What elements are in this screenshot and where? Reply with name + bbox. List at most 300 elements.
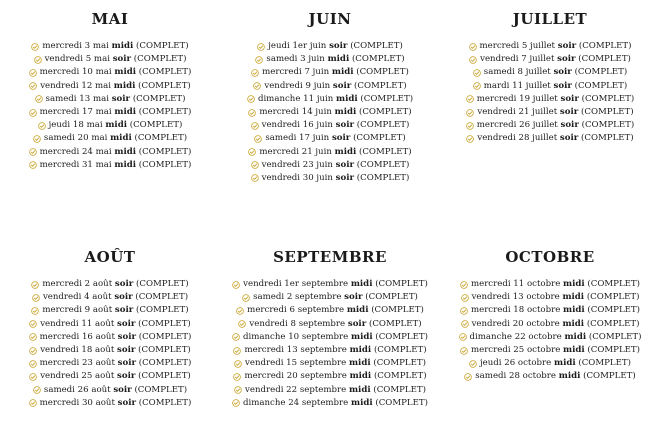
check-circle-icon — [34, 56, 42, 64]
date-item — [440, 132, 660, 145]
date-label: mardi 11 juillet — [483, 80, 551, 91]
date-item — [220, 119, 440, 132]
meal-label: soir — [335, 172, 355, 183]
status-label: (COMPLET) — [581, 120, 635, 131]
meal-label: soir — [560, 120, 579, 131]
date-label: mercredi 13 septembre — [244, 344, 347, 355]
date-label: vendredi 9 juin — [264, 80, 331, 91]
meal-label: midi — [351, 331, 373, 342]
date-list — [220, 278, 440, 410]
status-label: (COMPLET) — [371, 305, 424, 316]
date-item — [440, 291, 660, 304]
date-label: samedi 3 juin — [266, 54, 325, 65]
check-circle-icon — [29, 69, 37, 77]
meal-label: soir — [117, 331, 137, 342]
check-circle-icon — [460, 307, 468, 315]
check-circle-icon — [31, 307, 39, 315]
check-circle-icon — [238, 320, 246, 328]
meal-label: midi — [110, 133, 132, 144]
check-circle-icon — [29, 109, 37, 117]
meal-label: soir — [331, 133, 351, 144]
check-circle-icon — [469, 56, 477, 64]
date-label: samedi 13 mai — [45, 93, 109, 104]
meal-label: soir — [557, 41, 577, 51]
date-item — [440, 331, 660, 344]
meal-label: soir — [114, 279, 134, 289]
check-circle-icon — [29, 148, 37, 156]
date-item — [440, 370, 660, 383]
date-item — [220, 370, 440, 383]
date-label: vendredi 20 octobre — [471, 318, 560, 329]
date-list — [220, 40, 440, 185]
date-label: vendredi 13 octobre — [471, 292, 560, 303]
check-circle-icon — [460, 347, 468, 355]
date-label: vendredi 23 juin — [261, 159, 333, 170]
meal-label: soir — [557, 54, 576, 65]
date-item — [440, 80, 660, 93]
date-label: samedi 26 août — [43, 384, 111, 395]
check-circle-icon — [469, 360, 477, 368]
date-item — [440, 278, 660, 291]
meal-label: soir — [553, 67, 572, 78]
status-label: (COMPLET) — [375, 331, 428, 342]
meal-label: soir — [114, 305, 134, 316]
meal-label: soir — [347, 318, 367, 329]
date-label: mercredi 31 mai — [39, 159, 112, 170]
check-circle-icon — [29, 360, 37, 368]
status-label: (COMPLET) — [138, 146, 192, 157]
meal-label: midi — [562, 318, 585, 329]
month-title: SEPTEMBRE — [273, 248, 387, 266]
meal-label: midi — [346, 305, 369, 316]
date-item — [0, 40, 220, 53]
date-label: vendredi 15 septembre — [245, 358, 347, 369]
meal-label: midi — [351, 397, 373, 408]
status-label: (COMPLET) — [358, 106, 412, 117]
date-item — [220, 291, 440, 304]
date-item — [220, 344, 440, 357]
status-label: (COMPLET) — [138, 67, 192, 78]
date-label: dimanche 10 septembre — [242, 331, 349, 342]
date-list — [440, 278, 660, 384]
check-circle-icon — [461, 294, 469, 302]
meal-label: midi — [558, 371, 581, 382]
meal-label: midi — [114, 106, 137, 117]
date-label: vendredi 7 juillet — [480, 54, 555, 65]
date-item — [440, 106, 660, 119]
date-item — [220, 40, 440, 53]
check-circle-icon — [236, 307, 244, 315]
status-label: (COMPLET) — [138, 331, 192, 342]
date-label: dimanche 11 juin — [257, 93, 334, 104]
date-label: samedi 28 octobre — [475, 371, 556, 382]
check-circle-icon — [242, 294, 250, 302]
check-circle-icon — [461, 320, 469, 328]
date-item — [220, 80, 440, 93]
date-item — [0, 397, 220, 410]
status-label: (COMPLET) — [588, 331, 642, 342]
date-item — [220, 159, 440, 172]
date-label: mercredi 2 août — [42, 279, 113, 289]
meal-label: soir — [112, 54, 132, 65]
meal-label: soir — [113, 384, 132, 395]
status-label: (COMPLET) — [373, 358, 426, 369]
status-label: (COMPLET) — [581, 106, 634, 117]
meal-label: midi — [327, 54, 350, 65]
status-label: (COMPLET) — [578, 54, 631, 65]
status-label: (COMPLET) — [365, 292, 418, 303]
check-circle-icon — [255, 56, 263, 64]
date-label: dimanche 22 octobre — [469, 331, 562, 342]
date-label: mercredi 10 mai — [39, 67, 112, 78]
date-label: vendredi 4 août — [42, 292, 112, 303]
check-circle-icon — [253, 82, 261, 90]
date-item — [0, 318, 220, 331]
check-circle-icon — [38, 122, 46, 130]
date-label: mercredi 9 août — [42, 305, 113, 316]
check-circle-icon — [459, 333, 467, 341]
check-circle-icon — [31, 43, 39, 51]
meal-label: soir — [329, 41, 348, 51]
check-circle-icon — [473, 82, 481, 90]
meal-label: midi — [564, 331, 587, 342]
status-label: (COMPLET) — [138, 159, 192, 170]
status-label: (COMPLET) — [375, 279, 428, 289]
status-label: (COMPLET) — [354, 80, 407, 91]
check-circle-icon — [251, 122, 259, 130]
meal-label: midi — [336, 93, 358, 104]
check-circle-icon — [248, 148, 256, 156]
date-item — [220, 304, 440, 317]
status-label: (COMPLET) — [135, 292, 189, 303]
check-circle-icon — [251, 161, 259, 169]
meal-label: midi — [348, 384, 371, 395]
date-label: mercredi 24 mai — [39, 146, 112, 157]
meal-label: soir — [117, 358, 137, 369]
check-circle-icon — [248, 109, 256, 117]
meal-label: soir — [111, 93, 131, 104]
date-item — [0, 331, 220, 344]
date-item — [0, 291, 220, 304]
date-label: samedi 17 juin — [265, 133, 330, 144]
date-label: vendredi 12 mai — [40, 80, 112, 91]
status-label: (COMPLET) — [350, 41, 403, 51]
date-item — [0, 93, 220, 106]
date-item — [220, 384, 440, 397]
meal-label: soir — [117, 344, 136, 355]
check-circle-icon — [469, 43, 477, 51]
check-circle-icon — [251, 174, 259, 182]
check-circle-icon — [466, 122, 474, 130]
date-item — [220, 331, 440, 344]
date-label: mercredi 30 août — [39, 397, 115, 408]
status-label: (COMPLET) — [581, 93, 635, 104]
check-circle-icon — [33, 386, 41, 394]
date-label: mercredi 5 juillet — [479, 41, 556, 51]
meal-label: soir — [117, 318, 136, 329]
meal-label: midi — [113, 80, 136, 91]
date-label: samedi 8 juillet — [483, 67, 551, 78]
date-label: vendredi 5 mai — [44, 54, 110, 65]
date-label: mercredi 7 juin — [262, 67, 330, 78]
check-circle-icon — [232, 333, 240, 341]
month-may — [0, 10, 220, 172]
check-circle-icon — [466, 109, 474, 117]
meal-label: soir — [335, 159, 355, 170]
date-label: mercredi 21 juin — [259, 146, 332, 157]
check-circle-icon — [257, 43, 265, 51]
date-item — [0, 357, 220, 370]
date-label: dimanche 24 septembre — [242, 397, 349, 408]
status-label: (COMPLET) — [587, 279, 641, 289]
date-label: samedi 20 mai — [43, 133, 108, 144]
check-circle-icon — [234, 386, 242, 394]
date-item — [0, 119, 220, 132]
month-title: JUILLET — [512, 10, 588, 28]
meal-label: soir — [559, 106, 579, 117]
date-item — [0, 80, 220, 93]
date-item — [0, 53, 220, 66]
status-label: (COMPLET) — [351, 54, 405, 65]
status-label: (COMPLET) — [136, 305, 189, 316]
status-label: (COMPLET) — [574, 67, 628, 78]
date-label: jeudi 18 mai — [48, 120, 103, 131]
check-circle-icon — [473, 69, 481, 77]
check-circle-icon — [29, 320, 37, 328]
status-label: (COMPLET) — [356, 172, 410, 183]
status-label: (COMPLET) — [138, 344, 191, 355]
check-circle-icon — [32, 294, 40, 302]
status-label: (COMPLET) — [578, 358, 631, 369]
meal-label: midi — [111, 41, 134, 51]
status-label: (COMPLET) — [138, 371, 191, 382]
check-circle-icon — [29, 347, 37, 355]
check-circle-icon — [232, 281, 240, 289]
date-item — [440, 318, 660, 331]
meal-label: soir — [117, 371, 136, 382]
status-label: (COMPLET) — [373, 344, 427, 355]
meal-label: soir — [335, 120, 355, 131]
check-circle-icon — [233, 373, 241, 381]
status-label: (COMPLET) — [586, 292, 640, 303]
date-item — [0, 304, 220, 317]
meal-label: soir — [560, 93, 579, 104]
date-label: mercredi 23 août — [39, 358, 115, 369]
check-circle-icon — [466, 135, 474, 143]
meal-label: midi — [114, 146, 137, 157]
status-label: (COMPLET) — [587, 344, 641, 355]
check-circle-icon — [234, 360, 242, 368]
check-circle-icon — [247, 95, 255, 103]
check-circle-icon — [251, 69, 259, 77]
date-item — [0, 344, 220, 357]
date-label: mercredi 6 septembre — [247, 305, 345, 316]
meal-label: midi — [114, 67, 137, 78]
date-item — [220, 357, 440, 370]
check-circle-icon — [29, 333, 37, 341]
status-label: (COMPLET) — [587, 305, 641, 316]
date-list — [0, 40, 220, 172]
date-item — [220, 172, 440, 185]
status-label: (COMPLET) — [138, 397, 192, 408]
date-item — [440, 357, 660, 370]
meal-label: midi — [349, 371, 372, 382]
status-label: (COMPLET) — [581, 133, 634, 144]
date-label: vendredi 11 août — [40, 318, 115, 329]
status-label: (COMPLET) — [134, 384, 188, 395]
meal-label: midi — [563, 279, 585, 289]
meal-label: midi — [331, 67, 354, 78]
check-circle-icon — [33, 135, 41, 143]
status-label: (COMPLET) — [353, 133, 406, 144]
month-october — [440, 248, 660, 384]
status-label: (COMPLET) — [138, 318, 191, 329]
meal-label: midi — [349, 344, 372, 355]
date-item — [220, 278, 440, 291]
date-item — [220, 106, 440, 119]
month-august — [0, 248, 220, 410]
status-label: (COMPLET) — [574, 80, 628, 91]
check-circle-icon — [29, 399, 37, 407]
date-label: mercredi 19 juillet — [476, 93, 558, 104]
date-item — [220, 397, 440, 410]
meal-label: midi — [334, 106, 357, 117]
meal-label: midi — [553, 358, 576, 369]
check-circle-icon — [254, 135, 262, 143]
month-title: JUIN — [308, 10, 352, 28]
status-label: (COMPLET) — [138, 80, 191, 91]
date-label: mercredi 14 juin — [259, 106, 332, 117]
status-label: (COMPLET) — [358, 146, 412, 157]
date-item — [220, 146, 440, 159]
date-item — [440, 66, 660, 79]
date-item — [220, 53, 440, 66]
date-item — [0, 132, 220, 145]
date-label: vendredi 22 septembre — [245, 384, 347, 395]
check-circle-icon — [29, 82, 37, 90]
date-label: jeudi 1er juin — [268, 41, 327, 51]
date-label: vendredi 16 juin — [261, 120, 333, 131]
meal-label: soir — [559, 133, 579, 144]
status-label: (COMPLET) — [129, 120, 183, 131]
status-label: (COMPLET) — [578, 41, 632, 51]
date-label: mercredi 25 octobre — [470, 344, 561, 355]
date-label: vendredi 25 août — [40, 371, 115, 382]
meal-label: midi — [563, 344, 585, 355]
date-item — [0, 159, 220, 172]
meal-label: midi — [562, 292, 585, 303]
check-circle-icon — [460, 281, 468, 289]
check-circle-icon — [464, 373, 472, 381]
meal-label: midi — [563, 305, 585, 316]
date-item — [220, 318, 440, 331]
date-item — [440, 93, 660, 106]
status-label: (COMPLET) — [373, 371, 427, 382]
check-circle-icon — [29, 161, 37, 169]
date-label: mercredi 18 octobre — [470, 305, 561, 316]
check-circle-icon — [35, 95, 43, 103]
month-title: AOÛT — [84, 248, 136, 266]
status-label: (COMPLET) — [368, 318, 422, 329]
date-label: mercredi 26 juillet — [476, 120, 558, 131]
month-september — [220, 248, 440, 410]
date-label: vendredi 28 juillet — [477, 133, 558, 144]
month-june — [220, 10, 440, 185]
date-label: samedi 2 septembre — [253, 292, 342, 303]
date-item — [220, 132, 440, 145]
status-label: (COMPLET) — [356, 159, 410, 170]
meal-label: midi — [348, 358, 371, 369]
meal-label: soir — [114, 292, 133, 303]
date-label: vendredi 18 août — [40, 344, 115, 355]
status-label: (COMPLET) — [375, 397, 428, 408]
date-item — [440, 40, 660, 53]
meal-label: soir — [553, 80, 572, 91]
status-label: (COMPLET) — [586, 318, 640, 329]
date-item — [220, 66, 440, 79]
meal-label: midi — [334, 146, 357, 157]
status-label: (COMPLET) — [138, 358, 192, 369]
date-label: vendredi 1er septembre — [243, 279, 349, 289]
meal-label: soir — [117, 397, 137, 408]
date-label: mercredi 17 mai — [39, 106, 112, 117]
date-item — [0, 384, 220, 397]
date-label: vendredi 30 juin — [261, 172, 333, 183]
date-item — [0, 106, 220, 119]
check-circle-icon — [29, 373, 37, 381]
check-circle-icon — [466, 95, 474, 103]
date-item — [0, 66, 220, 79]
meal-label: soir — [332, 80, 352, 91]
meal-label: soir — [344, 292, 363, 303]
status-label: (COMPLET) — [373, 384, 426, 395]
check-circle-icon — [233, 347, 241, 355]
status-label: (COMPLET) — [132, 93, 186, 104]
date-item — [220, 93, 440, 106]
date-label: mercredi 3 mai — [42, 41, 109, 51]
date-label: mercredi 20 septembre — [244, 371, 347, 382]
status-label: (COMPLET) — [134, 133, 188, 144]
date-label: vendredi 21 juillet — [477, 106, 558, 117]
status-label: (COMPLET) — [583, 371, 636, 382]
date-label: vendredi 8 septembre — [249, 318, 346, 329]
date-list — [0, 278, 220, 410]
status-label: (COMPLET) — [136, 41, 189, 51]
status-label: (COMPLET) — [136, 279, 189, 289]
date-item — [0, 278, 220, 291]
month-july — [440, 10, 660, 146]
check-circle-icon — [232, 399, 240, 407]
date-item — [440, 344, 660, 357]
status-label: (COMPLET) — [360, 93, 414, 104]
date-item — [440, 53, 660, 66]
status-label: (COMPLET) — [356, 67, 409, 78]
meal-label: midi — [105, 120, 127, 131]
date-label: mercredi 11 octobre — [470, 279, 561, 289]
date-label: jeudi 26 octobre — [480, 358, 552, 369]
status-label: (COMPLET) — [133, 54, 187, 65]
status-label: (COMPLET) — [356, 120, 410, 131]
meal-label: midi — [350, 279, 373, 289]
status-label: (COMPLET) — [138, 106, 192, 117]
date-label: mercredi 16 août — [39, 331, 115, 342]
check-circle-icon — [31, 281, 39, 289]
month-title: OCTOBRE — [505, 248, 595, 266]
date-item — [440, 119, 660, 132]
date-item — [0, 146, 220, 159]
meal-label: midi — [114, 159, 137, 170]
date-list — [440, 40, 660, 146]
